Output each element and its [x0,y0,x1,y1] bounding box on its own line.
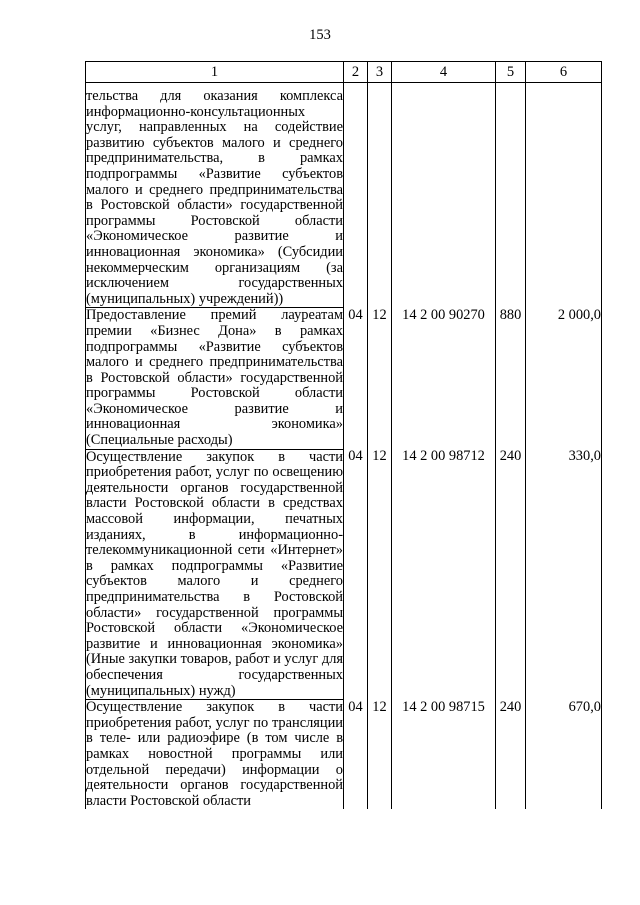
header-col-2: 2 [344,62,368,83]
row-csr: 14 2 00 98715 [392,700,496,810]
budget-table [85,61,602,809]
row-amount: 2 000,0 [526,308,602,449]
header-col-6: 6 [526,62,602,83]
row-rz: 04 [344,449,368,700]
row-pr: 12 [368,700,392,810]
row-description: Предоставление премий лауреатам премии «Бизнес Дона» в рамках подпрограммы «Развитие субъектов малого и среднего предпринимательства в Ростовской области» государственной программы Ростовской области «Экономическое развитие и инновационная экономика» (Специальные расходы) [86,307,343,449]
row-rz [344,83,368,308]
row-csr: 14 2 00 98712 [392,449,496,700]
header-col-5: 5 [496,62,526,83]
row-csr [392,83,496,308]
row-pr: 12 [368,308,392,449]
row-amount [526,83,602,308]
row-amount: 330,0 [526,449,602,700]
table-row [86,449,602,700]
table-row [86,308,602,449]
row-vr: 240 [496,700,526,810]
page-number: 153 [309,27,331,43]
row-csr: 14 2 00 90270 [392,308,496,449]
header-col-4: 4 [392,62,496,83]
row-pr: 12 [368,449,392,700]
row-description: Осуществление закупок в части приобретения работ, услуг по трансляции в теле- или радиоэфире (в том числе в рамках новостной программы или отдельной передачи) информации о деятельности органов государственной власти Ростовской области [86,699,343,809]
table-row [86,83,602,308]
row-amount: 670,0 [526,700,602,810]
table-header-row [86,62,602,83]
header-col-3: 3 [368,62,392,83]
row-vr: 880 [496,308,526,449]
row-description: Осуществление закупок в части приобретения работ, услуг по освещению деятельности органов государственной власти Ростовской области в средствах массовой информации, печатных изданиях, в информационно-телекоммуникационной сети «Интернет» в рамках подпрограммы «Развитие субъектов малого и среднего предпринимательства в Ростовской области» государственной программы Ростовской области «Экономическое развитие и инновационная экономика» (Иные закупки товаров, работ и услуг для обеспечения государственных (муниципальных) нужд) [86,448,343,699]
row-vr [496,83,526,308]
header-col-1: 1 [86,62,344,83]
row-rz: 04 [344,308,368,449]
row-pr [368,83,392,308]
row-rz: 04 [344,700,368,810]
row-description: тельства для оказания комплекса информационно-консультационных услуг, направленных на содействие развитию субъектов малого и среднего предпринимательства, в рамках подпрограммы «Развитие субъектов малого и среднего предпринимательства в Ростовской области» государственной программы Ростовской области «Экономическое развитие и инновационная экономика» (Субсидии некоммерческим организациям (за исключением государственных (муниципальных) учреждений)) [86,83,344,308]
table-row [86,700,602,810]
row-vr: 240 [496,449,526,700]
